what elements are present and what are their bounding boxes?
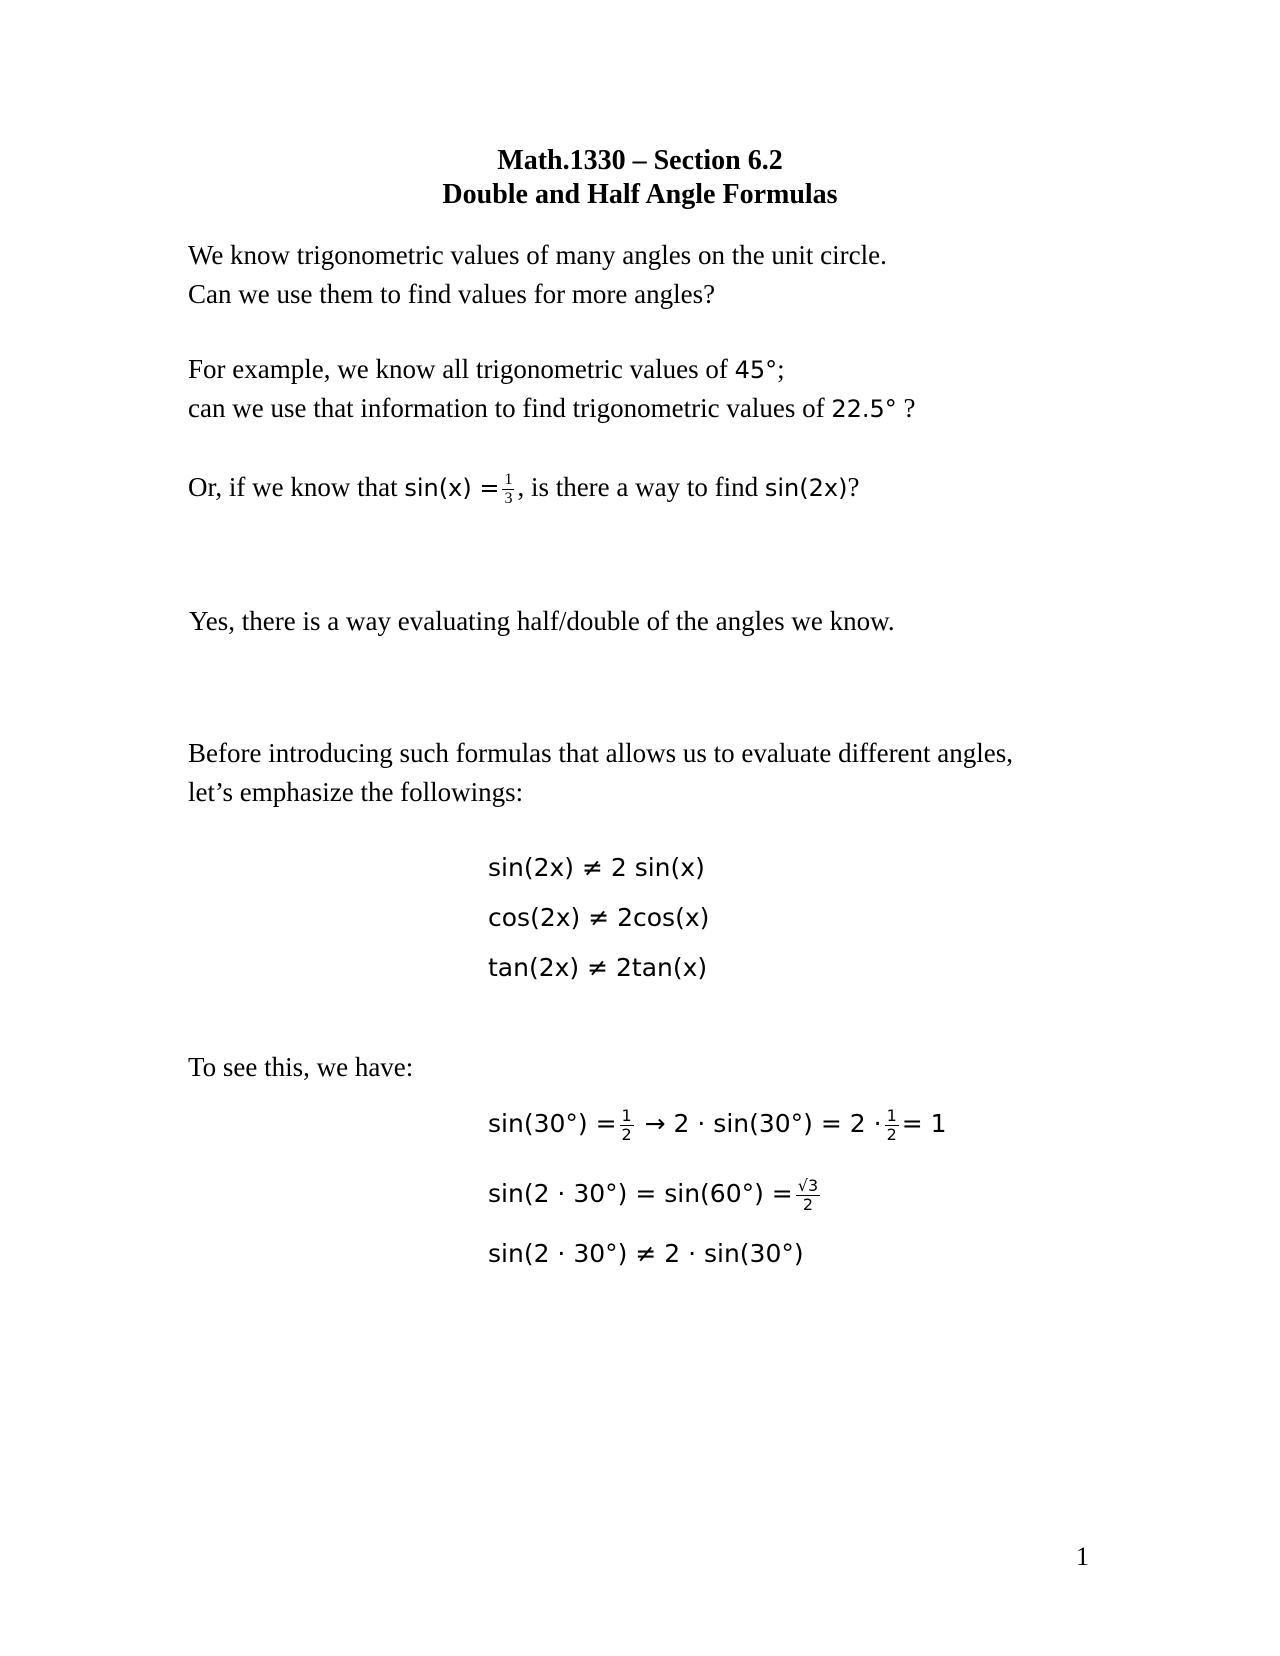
intro-line-1: We know trigonometric values of many angles on the unit circle. — [188, 240, 887, 270]
inequality-sin: sin(2x) ≠ 2 sin(x) — [488, 853, 705, 882]
example-line-1 — [188, 350, 1148, 390]
equation-row-1 — [488, 1106, 947, 1144]
sin-2x-expression: sin(2x) — [764, 474, 848, 502]
before-line-2: let’s emphasize the followings: — [188, 777, 524, 807]
eq1-part-c: = 1 — [901, 1109, 947, 1138]
angle-22-5: 22.5° — [831, 395, 897, 423]
inequality-tan: tan(2x) ≠ 2tan(x) — [488, 953, 708, 982]
question-text-mid: , is there a way to find — [517, 472, 765, 502]
eq2-frac-num: √3 — [797, 1175, 819, 1195]
example-line-2-end: ? — [896, 393, 916, 423]
eq2-frac-den: 2 — [802, 1194, 814, 1214]
before-line-1: Before introducing such formulas that allows us to evaluate different angles, — [188, 738, 1014, 768]
fraction-numerator: 1 — [504, 471, 513, 489]
eq1-part-b: → 2 · sin(30°) = 2 · — [636, 1109, 882, 1138]
equation-row-2 — [488, 1176, 823, 1214]
intro-line-2: Can we use them to find values for more angles? — [188, 279, 716, 309]
angle-45: 45° — [734, 356, 778, 384]
eq1-fraction-half — [620, 1107, 634, 1144]
question-line — [188, 468, 1148, 508]
eq2-part-a: sin(2 · 30°) = sin(60°) = — [488, 1179, 793, 1208]
eq1-part-a: sin(30°) = — [488, 1109, 617, 1138]
eq2-fraction-sqrt3-over-2 — [796, 1177, 820, 1214]
eq1-frac-num: 1 — [621, 1105, 632, 1125]
example-line-2-text: can we use that information to find trigonometric values of — [188, 393, 832, 423]
page-title: Double and Half Angle Formulas — [442, 179, 838, 210]
course-title: Math.1330 – Section 6.2 — [497, 145, 783, 176]
fraction-one-third — [502, 471, 514, 508]
fraction-denominator: 3 — [504, 490, 513, 508]
eq1-fraction-half-2 — [885, 1107, 899, 1144]
example-line-2 — [188, 389, 1148, 429]
example-line-1-end: ; — [777, 354, 785, 384]
eq1-frac2-num: 1 — [886, 1105, 897, 1125]
sin-x-expression: sin(x) = — [404, 474, 500, 502]
eq1-frac2-den: 2 — [886, 1124, 897, 1144]
eq1-frac-den: 2 — [621, 1124, 632, 1144]
equation-row-3: sin(2 · 30°) ≠ 2 · sin(30°) — [488, 1239, 804, 1268]
page-number: 1 — [1076, 1542, 1089, 1571]
inequality-cos: cos(2x) ≠ 2cos(x) — [488, 903, 710, 932]
question-text-end: ? — [847, 472, 860, 502]
answer-line: Yes, there is a way evaluating half/double of the angles we know. — [189, 606, 895, 636]
example-line-1-text: For example, we know all trigonometric values of — [188, 354, 735, 384]
see-this-line: To see this, we have: — [188, 1052, 414, 1082]
question-text-pre: Or, if we know that — [188, 472, 405, 502]
